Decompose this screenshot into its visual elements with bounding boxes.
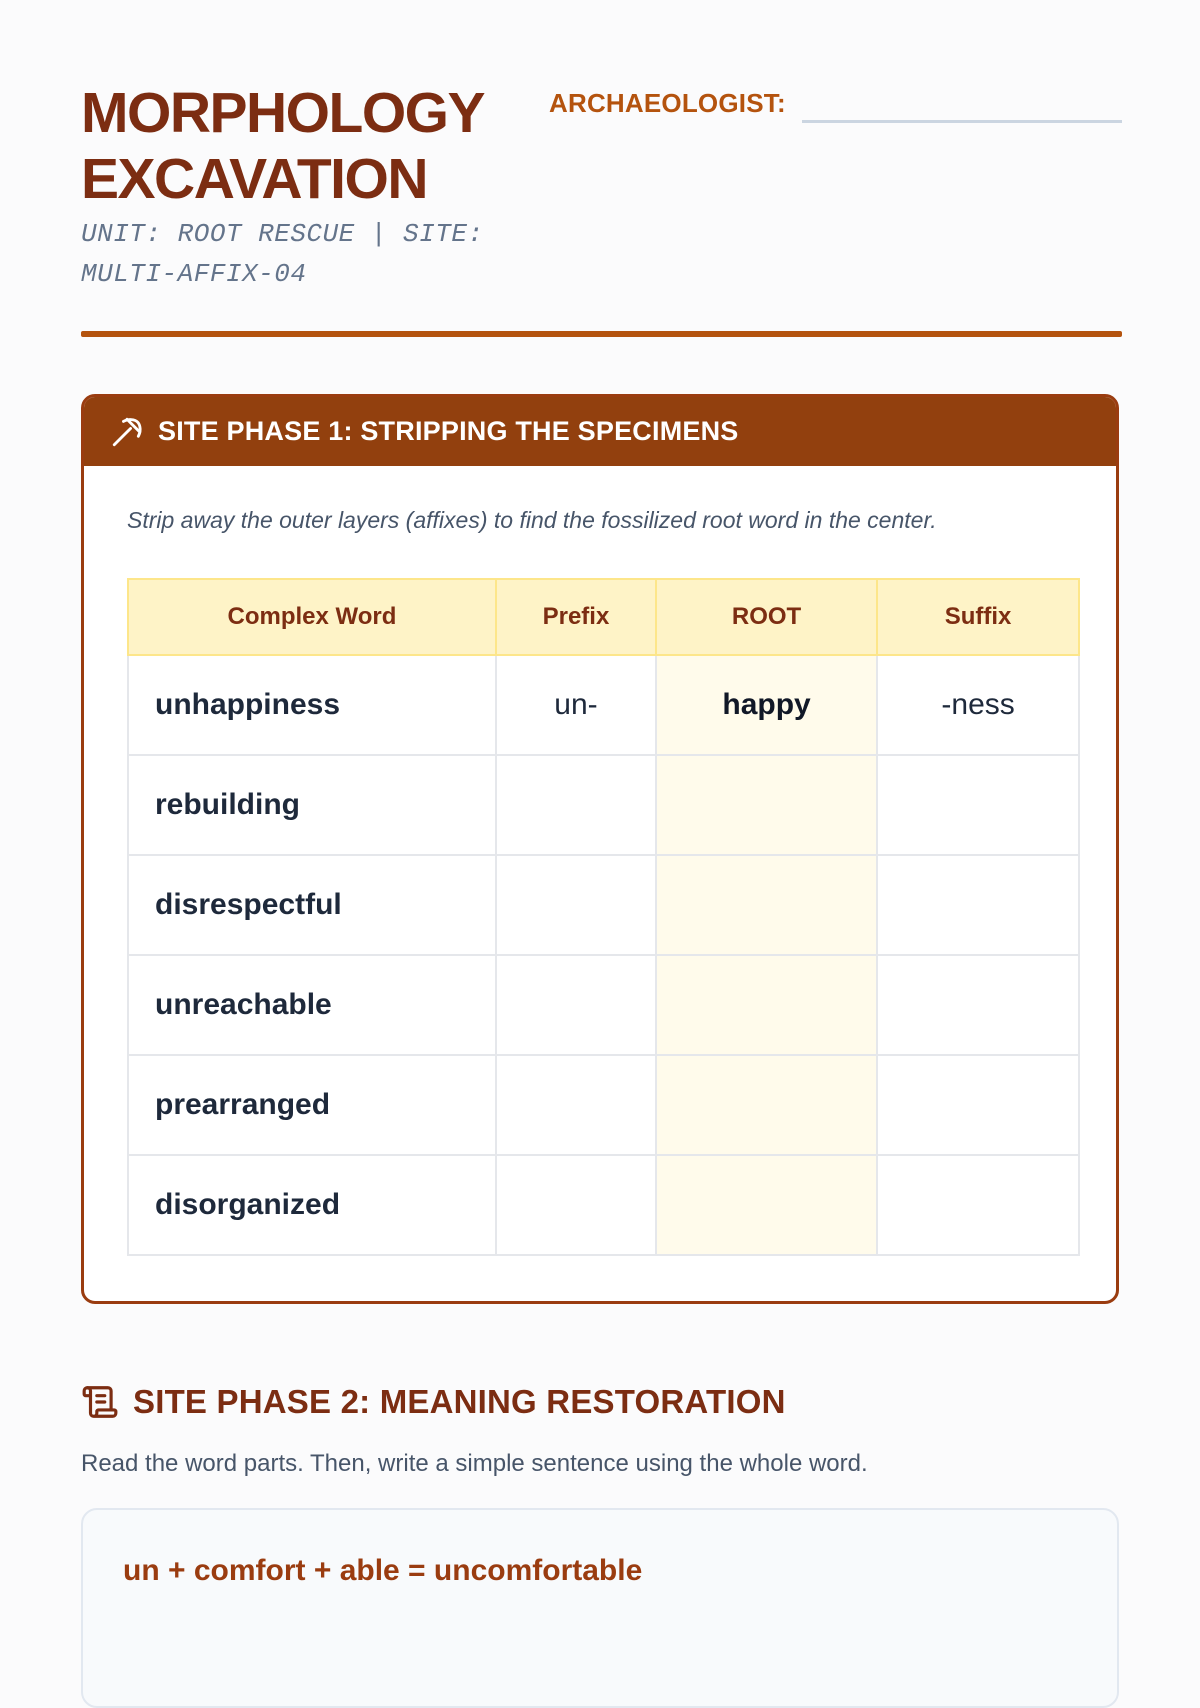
page-title: [81, 80, 541, 212]
phase2-section: [81, 1380, 1122, 1587]
phase1-header: [84, 397, 1116, 466]
title-line-2: EXCAVATION: [81, 147, 428, 211]
phase1-title: SITE PHASE 1: STRIPPING THE SPECIMENS: [158, 416, 739, 446]
table-row: [128, 755, 1079, 855]
phase2-header: [81, 1380, 1122, 1424]
column-header-complex-word: Complex Word: [128, 579, 496, 655]
root-answer-cell[interactable]: [656, 1155, 877, 1255]
suffix-cell: -ness: [877, 655, 1079, 755]
word-equation: un + comfort + able = uncomfortable: [123, 1554, 643, 1587]
complex-word-cell: prearranged: [128, 1055, 496, 1155]
complex-word-cell: rebuilding: [128, 755, 496, 855]
root-answer-cell[interactable]: [656, 955, 877, 1055]
phase2-title: SITE PHASE 2: MEANING RESTORATION: [133, 1383, 786, 1420]
table-row: [128, 655, 1079, 755]
prefix-answer-cell[interactable]: [496, 755, 656, 855]
archaeologist-field: [549, 84, 1122, 124]
root-cell: happy: [656, 655, 877, 755]
archaeologist-name-line[interactable]: [802, 120, 1122, 123]
complex-word-cell: disorganized: [128, 1155, 496, 1255]
root-answer-cell[interactable]: [656, 1055, 877, 1155]
unit-site-subtitle: [81, 214, 501, 294]
pickaxe-icon: [110, 415, 144, 449]
title-line-1: MORPHOLOGY: [81, 81, 485, 145]
root-answer-cell[interactable]: [656, 755, 877, 855]
suffix-answer-cell[interactable]: [877, 1155, 1079, 1255]
complex-word-cell: unhappiness: [128, 655, 496, 755]
table-row: [128, 955, 1079, 1055]
prefix-answer-cell[interactable]: [496, 1155, 656, 1255]
prefix-cell: un-: [496, 655, 656, 755]
subtitle-line-2: MULTI-AFFIX-04: [81, 259, 307, 289]
header-divider: [81, 331, 1122, 337]
root-answer-cell[interactable]: [656, 855, 877, 955]
phase2-instructions: Read the word parts. Then, write a simple sentence using the whole word.: [81, 1450, 868, 1477]
table-row: [128, 1055, 1079, 1155]
column-header-suffix: Suffix: [877, 579, 1079, 655]
complex-word-cell: unreachable: [128, 955, 496, 1055]
suffix-answer-cell[interactable]: [877, 855, 1079, 955]
suffix-answer-cell[interactable]: [877, 955, 1079, 1055]
subtitle-line-1: UNIT: ROOT RESCUE | SITE:: [81, 219, 484, 249]
table-header-row: [128, 579, 1079, 655]
phase1-instructions: Strip away the outer layers (affixes) to find the fossilized root word in the center.: [127, 507, 937, 533]
prefix-answer-cell[interactable]: [496, 1055, 656, 1155]
scroll-icon: [81, 1383, 119, 1421]
archaeologist-label: ARCHAEOLOGIST:: [549, 88, 786, 118]
prefix-answer-cell[interactable]: [496, 855, 656, 955]
complex-word-cell: disrespectful: [128, 855, 496, 955]
word-equation-box: [81, 1508, 1119, 1708]
suffix-answer-cell[interactable]: [877, 755, 1079, 855]
prefix-answer-cell[interactable]: [496, 955, 656, 1055]
column-header-root: ROOT: [656, 579, 877, 655]
excavation-table: [127, 578, 1080, 1256]
table-row: [128, 855, 1079, 955]
column-header-prefix: Prefix: [496, 579, 656, 655]
suffix-answer-cell[interactable]: [877, 1055, 1079, 1155]
phase1-card: [81, 394, 1119, 1304]
worksheet-header: [81, 80, 1122, 338]
table-row: [128, 1155, 1079, 1255]
